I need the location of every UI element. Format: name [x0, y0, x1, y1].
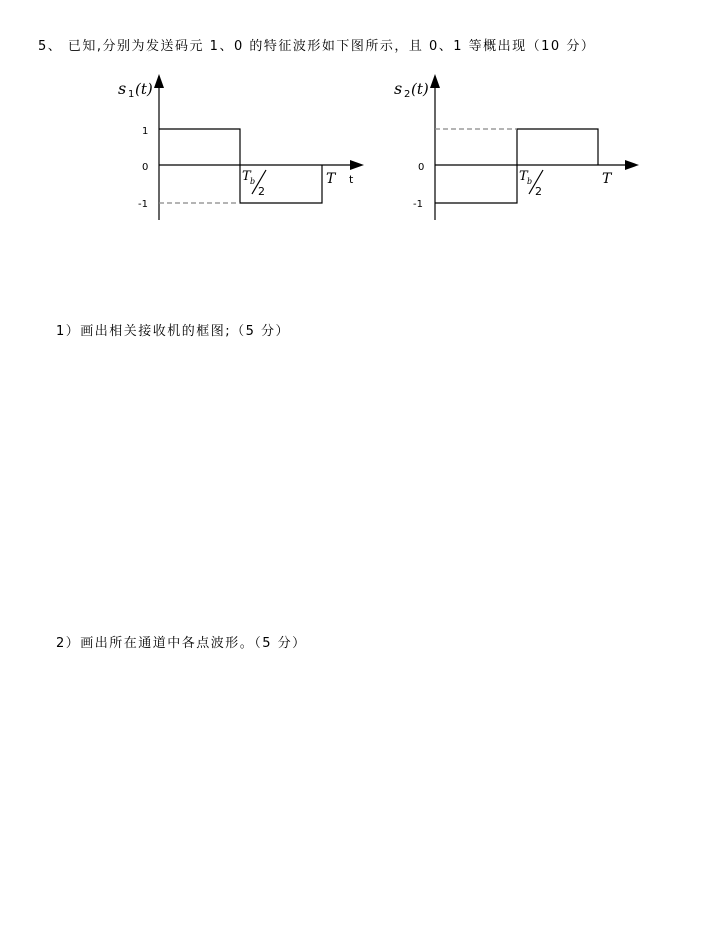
xtick-T: T [326, 171, 336, 187]
waveform-s2-plot [380, 72, 650, 227]
y-label-s: s [394, 79, 403, 98]
subquestion-2: 2）画出所在通道中各点波形。（5 分） [56, 636, 307, 651]
xtick-half-2: 2 [258, 185, 265, 198]
x-axis-arrow-icon [350, 160, 364, 170]
ytick-minus1: -1 [413, 199, 423, 210]
subquestion-1: 1）画出相关接收机的框图;（5 分） [56, 324, 291, 339]
y-axis-arrow-icon [430, 74, 440, 88]
y-label-arg: (t) [135, 80, 153, 98]
ytick-0: 0 [418, 162, 425, 173]
waveform-s2-line [435, 129, 598, 203]
xtick-half-b: b [527, 177, 533, 186]
xtick-T: T [602, 171, 612, 187]
y-label-sub: 1 [128, 89, 135, 100]
waveform-s2-figure [380, 72, 650, 231]
waveform-s1-line [159, 129, 322, 203]
waveform-s1-plot [100, 72, 370, 227]
ytick-1: 1 [142, 126, 149, 137]
ytick-minus1: -1 [138, 199, 148, 210]
xtick-half-b: b [250, 177, 256, 186]
y-label-arg: (t) [411, 80, 429, 98]
x-axis-label: t [349, 173, 354, 186]
x-axis-arrow-icon [625, 160, 639, 170]
y-label-sub: 2 [404, 89, 411, 100]
y-label-s: s [118, 79, 127, 98]
xtick-half-T: T [242, 169, 251, 184]
xtick-half-T: T [519, 169, 528, 184]
waveform-s1-figure [100, 72, 370, 231]
ytick-0: 0 [142, 162, 149, 173]
question-title: 5、 已知,分别为发送码元 1、0 的特征波形如下图所示，且 0、1 等概出现（10 分） [38, 39, 596, 54]
y-axis-arrow-icon [154, 74, 164, 88]
xtick-half-2: 2 [535, 185, 542, 198]
